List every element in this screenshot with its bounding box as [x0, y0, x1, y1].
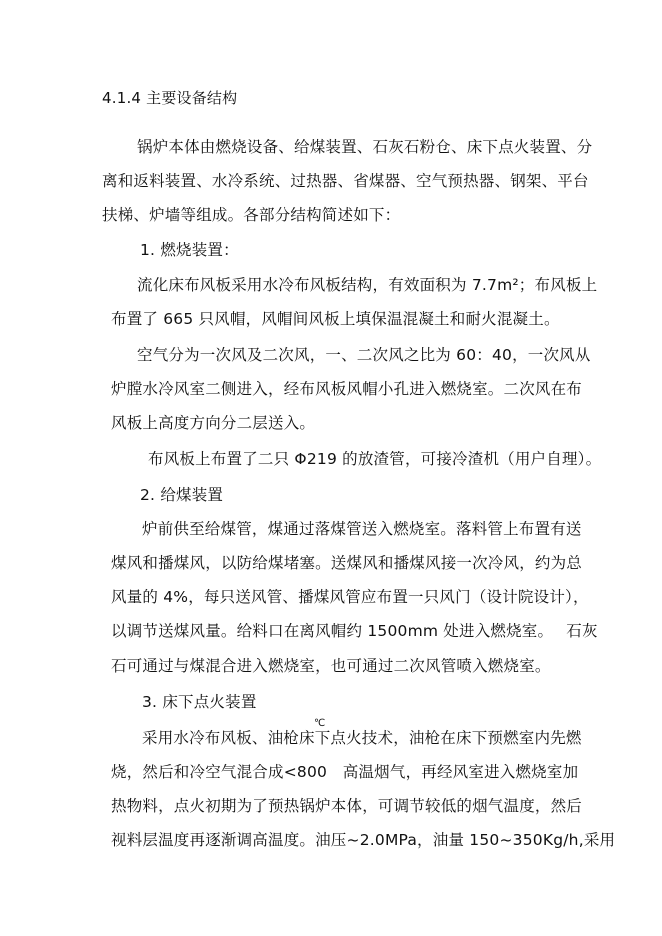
- sub2-p1-line-2: 煤风和播煤风，以防给煤堵塞。送煤风和播煤风接一次冷风，约为总: [111, 554, 583, 572]
- sub1-p2-line-2: 炉膛水冷风室二侧进入，经布风板风帽小孔进入燃烧室。二次风在布: [111, 380, 583, 398]
- sub3-p1-line-1: 采用水冷布风板、油枪床下点火技术，油枪在床下预燃室内先燃: [142, 729, 582, 747]
- degree-celsius-mark: ℃: [314, 718, 326, 729]
- sub2-p1-line-4: 以调节送煤风量。给料口在离风帽约 1500mm 处进入燃烧室。 石灰: [111, 622, 598, 640]
- sub1-p2-line-3: 风板上高度方向分二层送入。: [111, 414, 316, 432]
- sub2-p1-line-3: 风量的 4%，每只送风管、播煤风管应布置一只风门（设计院设计），: [111, 588, 589, 606]
- sub2-p1-line-5: 石可通过与煤混合进入燃烧室，也可通过二次风管喷入燃烧室。: [111, 657, 551, 675]
- intro-line-3: 扶梯、炉墙等组成。各部分结构简述如下：: [102, 206, 401, 224]
- sub1-p1-line-2: 布置了 665 只风帽，风帽间风板上填保温混凝土和耐火混凝土。: [111, 310, 560, 328]
- subsection-3-title: 3. 床下点火装置: [142, 693, 257, 711]
- sub1-p1-line-1: 流化床布风板采用水冷布风板结构，有效面积为 7.7m²；布风板上: [137, 276, 598, 294]
- sub3-p1-line-2: 烧，然后和冷空气混合成<800 高温烟气，再经风室进入燃烧室加: [111, 763, 579, 781]
- sub3-p1-line-4: 视料层温度再逐渐调高温度。油压~2.0MPa，油量 150~350Kg/h,采用: [111, 831, 616, 849]
- sub2-p1-line-1: 炉前供至给煤管，煤通过落煤管送入燃烧室。落料管上布置有送: [142, 520, 582, 538]
- sub1-p2-line-1: 空气分为一次风及二次风，一、二次风之比为 60：40，一次风从: [137, 346, 591, 364]
- subsection-2-title: 2. 给煤装置: [140, 486, 224, 504]
- intro-line-1: 锅炉本体由燃烧设备、给煤装置、石灰石粉仓、床下点火装置、分: [137, 138, 593, 156]
- sub3-p1-line-3: 热物料，点火初期为了预热锅炉本体，可调节较低的烟气温度，然后: [111, 797, 583, 815]
- section-heading: 4.1.4 主要设备结构: [102, 89, 238, 107]
- subsection-1-title: 1. 燃烧装置：: [140, 241, 239, 259]
- sub1-p3-line: 布风板上布置了二只 Φ219 的放渣管，可接冷渣机（用户自理）。: [148, 450, 602, 468]
- intro-line-2: 离和返料装置、水冷系统、过热器、省煤器、空气预热器、钢架、平台: [102, 172, 589, 190]
